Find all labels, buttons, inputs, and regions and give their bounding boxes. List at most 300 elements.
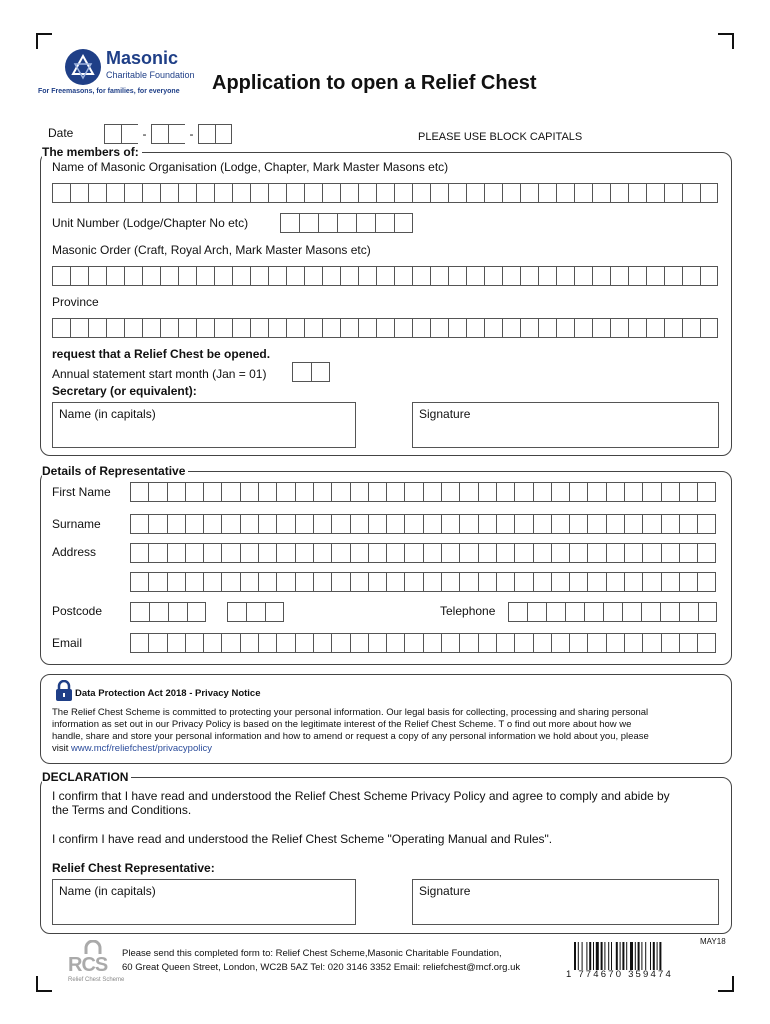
- char-box[interactable]: [313, 572, 331, 592]
- char-box[interactable]: [496, 514, 514, 534]
- char-box[interactable]: [466, 183, 484, 203]
- char-box[interactable]: [286, 183, 304, 203]
- char-box[interactable]: [664, 266, 682, 286]
- char-box[interactable]: [514, 572, 532, 592]
- char-box[interactable]: [459, 633, 477, 653]
- char-box[interactable]: [533, 482, 551, 502]
- char-box[interactable]: [551, 633, 569, 653]
- char-box[interactable]: [142, 183, 160, 203]
- char-box[interactable]: [661, 572, 679, 592]
- char-box[interactable]: [148, 572, 166, 592]
- char-box[interactable]: [642, 572, 660, 592]
- char-box[interactable]: [203, 482, 221, 502]
- char-box[interactable]: [538, 183, 556, 203]
- char-box[interactable]: [404, 572, 422, 592]
- char-box[interactable]: [178, 183, 196, 203]
- char-box[interactable]: [167, 633, 185, 653]
- char-box[interactable]: [520, 318, 538, 338]
- char-box[interactable]: [412, 183, 430, 203]
- char-box[interactable]: [124, 183, 142, 203]
- char-box[interactable]: [624, 482, 642, 502]
- char-box[interactable]: [52, 318, 70, 338]
- char-box[interactable]: [142, 318, 160, 338]
- char-box[interactable]: [304, 266, 322, 286]
- char-box[interactable]: [496, 543, 514, 563]
- char-box[interactable]: [502, 318, 520, 338]
- char-box[interactable]: [412, 318, 430, 338]
- char-box[interactable]: [459, 482, 477, 502]
- char-box[interactable]: [313, 482, 331, 502]
- char-box[interactable]: [459, 572, 477, 592]
- char-box[interactable]: [203, 514, 221, 534]
- char-box[interactable]: [441, 572, 459, 592]
- char-box[interactable]: [520, 183, 538, 203]
- char-box[interactable]: [268, 183, 286, 203]
- char-box[interactable]: [478, 633, 496, 653]
- char-box[interactable]: [404, 633, 422, 653]
- char-box[interactable]: [574, 266, 592, 286]
- char-box[interactable]: [459, 543, 477, 563]
- char-box[interactable]: [556, 318, 574, 338]
- char-box[interactable]: [106, 266, 124, 286]
- char-box[interactable]: [313, 514, 331, 534]
- char-box[interactable]: [587, 543, 605, 563]
- char-box[interactable]: [661, 514, 679, 534]
- char-box[interactable]: [304, 318, 322, 338]
- char-box[interactable]: [276, 543, 294, 563]
- char-box[interactable]: [258, 482, 276, 502]
- char-box[interactable]: [258, 514, 276, 534]
- char-box[interactable]: [149, 602, 168, 622]
- char-box[interactable]: [268, 266, 286, 286]
- char-box[interactable]: [304, 183, 322, 203]
- char-box[interactable]: [459, 514, 477, 534]
- char-box[interactable]: [240, 633, 258, 653]
- char-box[interactable]: [268, 318, 286, 338]
- char-box[interactable]: [628, 183, 646, 203]
- char-box[interactable]: [250, 183, 268, 203]
- char-box[interactable]: [520, 266, 538, 286]
- char-box[interactable]: [240, 514, 258, 534]
- char-box[interactable]: [358, 318, 376, 338]
- char-box[interactable]: [221, 514, 239, 534]
- char-box[interactable]: [160, 266, 178, 286]
- char-box[interactable]: [322, 266, 340, 286]
- char-box[interactable]: [484, 318, 502, 338]
- char-box[interactable]: [331, 482, 349, 502]
- char-box[interactable]: [660, 602, 679, 622]
- char-box[interactable]: [698, 602, 717, 622]
- char-box[interactable]: [196, 183, 214, 203]
- char-box[interactable]: [622, 602, 641, 622]
- char-box[interactable]: [679, 572, 697, 592]
- char-box[interactable]: [70, 318, 88, 338]
- char-box[interactable]: [148, 543, 166, 563]
- char-box[interactable]: [221, 543, 239, 563]
- char-box[interactable]: [178, 266, 196, 286]
- char-box[interactable]: [574, 318, 592, 338]
- char-box[interactable]: [203, 543, 221, 563]
- char-box[interactable]: [258, 543, 276, 563]
- char-box[interactable]: [661, 482, 679, 502]
- char-box[interactable]: [221, 482, 239, 502]
- email-input[interactable]: [130, 633, 716, 653]
- char-box[interactable]: [258, 633, 276, 653]
- char-box[interactable]: [214, 183, 232, 203]
- char-box[interactable]: [350, 572, 368, 592]
- char-box[interactable]: [569, 514, 587, 534]
- char-box[interactable]: [592, 183, 610, 203]
- char-box[interactable]: [697, 482, 715, 502]
- char-box[interactable]: [196, 318, 214, 338]
- char-box[interactable]: [376, 318, 394, 338]
- char-box[interactable]: [350, 514, 368, 534]
- char-box[interactable]: [185, 482, 203, 502]
- privacy-policy-link[interactable]: www.mcf/reliefchest/privacypolicy: [71, 743, 212, 754]
- char-box[interactable]: [232, 318, 250, 338]
- masonic-order-input[interactable]: [52, 266, 718, 286]
- char-box[interactable]: [697, 572, 715, 592]
- char-box[interactable]: [661, 633, 679, 653]
- char-box[interactable]: [295, 543, 313, 563]
- unit-number-input[interactable]: [280, 213, 413, 233]
- char-box[interactable]: [664, 183, 682, 203]
- char-box[interactable]: [610, 183, 628, 203]
- start-month-input[interactable]: [292, 362, 330, 382]
- char-box[interactable]: [185, 543, 203, 563]
- char-box[interactable]: [203, 572, 221, 592]
- char-box[interactable]: [167, 543, 185, 563]
- char-box[interactable]: [386, 514, 404, 534]
- char-box[interactable]: [441, 482, 459, 502]
- address-input-line-1[interactable]: [130, 543, 716, 563]
- char-box[interactable]: [168, 602, 187, 622]
- char-box[interactable]: [386, 633, 404, 653]
- char-box[interactable]: [299, 213, 318, 233]
- char-box[interactable]: [448, 183, 466, 203]
- char-box[interactable]: [502, 183, 520, 203]
- char-box[interactable]: [386, 543, 404, 563]
- address-input-line-2[interactable]: [130, 572, 716, 592]
- char-box[interactable]: [124, 266, 142, 286]
- char-box[interactable]: [295, 572, 313, 592]
- char-box[interactable]: [533, 572, 551, 592]
- char-box[interactable]: [356, 213, 375, 233]
- char-box[interactable]: [232, 183, 250, 203]
- char-box[interactable]: [441, 514, 459, 534]
- char-box[interactable]: [569, 543, 587, 563]
- char-box[interactable]: [587, 633, 605, 653]
- char-box[interactable]: [295, 482, 313, 502]
- char-box[interactable]: [331, 572, 349, 592]
- char-box[interactable]: [679, 482, 697, 502]
- char-box[interactable]: [167, 572, 185, 592]
- char-box[interactable]: [496, 633, 514, 653]
- char-box[interactable]: [340, 266, 358, 286]
- char-box[interactable]: [551, 543, 569, 563]
- secretary-signature-field[interactable]: [412, 402, 719, 448]
- char-box[interactable]: [538, 266, 556, 286]
- char-box[interactable]: [514, 633, 532, 653]
- char-box[interactable]: [412, 266, 430, 286]
- char-box[interactable]: [130, 514, 148, 534]
- char-box[interactable]: [587, 514, 605, 534]
- char-box[interactable]: [276, 482, 294, 502]
- char-box[interactable]: [70, 183, 88, 203]
- char-box[interactable]: [313, 633, 331, 653]
- char-box[interactable]: [148, 633, 166, 653]
- char-box[interactable]: [533, 543, 551, 563]
- char-box[interactable]: [697, 514, 715, 534]
- char-box[interactable]: [160, 318, 178, 338]
- char-box[interactable]: [160, 183, 178, 203]
- char-box[interactable]: [700, 183, 718, 203]
- char-box[interactable]: [697, 633, 715, 653]
- province-input[interactable]: [52, 318, 718, 338]
- char-box[interactable]: [641, 602, 660, 622]
- char-box[interactable]: [88, 183, 106, 203]
- char-box[interactable]: [430, 266, 448, 286]
- char-box[interactable]: [106, 318, 124, 338]
- char-box[interactable]: [496, 482, 514, 502]
- char-box[interactable]: [106, 183, 124, 203]
- char-box[interactable]: [556, 266, 574, 286]
- char-box[interactable]: [286, 318, 304, 338]
- char-box[interactable]: [430, 183, 448, 203]
- char-box[interactable]: [375, 213, 394, 233]
- char-box[interactable]: [358, 266, 376, 286]
- char-box[interactable]: [587, 572, 605, 592]
- char-box[interactable]: [203, 633, 221, 653]
- char-box[interactable]: [394, 183, 412, 203]
- char-box[interactable]: [376, 183, 394, 203]
- char-box[interactable]: [124, 318, 142, 338]
- char-box[interactable]: [448, 318, 466, 338]
- char-box[interactable]: [466, 266, 484, 286]
- char-box[interactable]: [185, 572, 203, 592]
- char-box[interactable]: [196, 266, 214, 286]
- char-box[interactable]: [700, 266, 718, 286]
- char-box[interactable]: [394, 266, 412, 286]
- char-box[interactable]: [313, 543, 331, 563]
- char-box[interactable]: [246, 602, 265, 622]
- char-box[interactable]: [514, 514, 532, 534]
- char-box[interactable]: [661, 543, 679, 563]
- char-box[interactable]: [368, 633, 386, 653]
- char-box[interactable]: [221, 572, 239, 592]
- char-box[interactable]: [569, 572, 587, 592]
- secretary-name-field[interactable]: [52, 402, 356, 448]
- char-box[interactable]: [538, 318, 556, 338]
- char-box[interactable]: [569, 482, 587, 502]
- char-box[interactable]: [337, 213, 356, 233]
- char-box[interactable]: [527, 602, 546, 622]
- char-box[interactable]: [624, 543, 642, 563]
- char-box[interactable]: [565, 602, 584, 622]
- char-box[interactable]: [606, 572, 624, 592]
- char-box[interactable]: [679, 633, 697, 653]
- char-box[interactable]: [250, 266, 268, 286]
- char-box[interactable]: [130, 633, 148, 653]
- char-box[interactable]: [178, 318, 196, 338]
- char-box[interactable]: [70, 266, 88, 286]
- surname-input[interactable]: [130, 514, 716, 534]
- char-box[interactable]: [642, 633, 660, 653]
- char-box[interactable]: [478, 572, 496, 592]
- char-box[interactable]: [52, 183, 70, 203]
- char-box[interactable]: [478, 482, 496, 502]
- char-box[interactable]: [148, 482, 166, 502]
- char-box[interactable]: [276, 514, 294, 534]
- char-box[interactable]: [496, 572, 514, 592]
- char-box[interactable]: [185, 514, 203, 534]
- char-box[interactable]: [606, 482, 624, 502]
- char-box[interactable]: [167, 514, 185, 534]
- char-box[interactable]: [508, 602, 527, 622]
- char-box[interactable]: [214, 266, 232, 286]
- char-box[interactable]: [386, 482, 404, 502]
- char-box[interactable]: [221, 633, 239, 653]
- char-box[interactable]: [340, 318, 358, 338]
- char-box[interactable]: [587, 482, 605, 502]
- char-box[interactable]: [697, 543, 715, 563]
- char-box[interactable]: [386, 572, 404, 592]
- postcode-input-part-2[interactable]: [227, 602, 284, 622]
- char-box[interactable]: [514, 543, 532, 563]
- char-box[interactable]: [404, 482, 422, 502]
- char-box[interactable]: [240, 572, 258, 592]
- char-box[interactable]: [240, 543, 258, 563]
- char-box[interactable]: [227, 602, 246, 622]
- char-box[interactable]: [404, 514, 422, 534]
- char-box[interactable]: [265, 602, 284, 622]
- char-box[interactable]: [286, 266, 304, 286]
- char-box[interactable]: [423, 514, 441, 534]
- char-box[interactable]: [404, 543, 422, 563]
- char-box[interactable]: [682, 266, 700, 286]
- char-box[interactable]: [130, 602, 149, 622]
- char-box[interactable]: [700, 318, 718, 338]
- char-box[interactable]: [682, 318, 700, 338]
- char-box[interactable]: [331, 633, 349, 653]
- char-box[interactable]: [394, 213, 413, 233]
- char-box[interactable]: [423, 543, 441, 563]
- char-box[interactable]: [569, 633, 587, 653]
- char-box[interactable]: [448, 266, 466, 286]
- char-box[interactable]: [331, 543, 349, 563]
- char-box[interactable]: [610, 318, 628, 338]
- char-box[interactable]: [533, 514, 551, 534]
- char-box[interactable]: [340, 183, 358, 203]
- char-box[interactable]: [167, 482, 185, 502]
- char-box[interactable]: [592, 318, 610, 338]
- first-name-input[interactable]: [130, 482, 716, 502]
- char-box[interactable]: [533, 633, 551, 653]
- char-box[interactable]: [679, 514, 697, 534]
- char-box[interactable]: [606, 543, 624, 563]
- char-box[interactable]: [368, 482, 386, 502]
- char-box[interactable]: [258, 572, 276, 592]
- char-box[interactable]: [551, 482, 569, 502]
- postcode-input-part-1[interactable]: [130, 602, 206, 622]
- char-box[interactable]: [642, 482, 660, 502]
- char-box[interactable]: [682, 183, 700, 203]
- char-box[interactable]: [185, 633, 203, 653]
- char-box[interactable]: [551, 514, 569, 534]
- char-box[interactable]: [679, 543, 697, 563]
- char-box[interactable]: [484, 266, 502, 286]
- char-box[interactable]: [142, 266, 160, 286]
- char-box[interactable]: [514, 482, 532, 502]
- char-box[interactable]: [642, 543, 660, 563]
- char-box[interactable]: [423, 572, 441, 592]
- char-box[interactable]: [606, 514, 624, 534]
- char-box[interactable]: [628, 266, 646, 286]
- char-box[interactable]: [679, 602, 698, 622]
- char-box[interactable]: [232, 266, 250, 286]
- char-box[interactable]: [592, 266, 610, 286]
- char-box[interactable]: [130, 543, 148, 563]
- char-box[interactable]: [187, 602, 206, 622]
- char-box[interactable]: [322, 318, 340, 338]
- char-box[interactable]: [368, 572, 386, 592]
- char-box[interactable]: [88, 318, 106, 338]
- char-box[interactable]: [430, 318, 448, 338]
- char-box[interactable]: [376, 266, 394, 286]
- char-box[interactable]: [502, 266, 520, 286]
- char-box[interactable]: [624, 633, 642, 653]
- char-box[interactable]: [276, 572, 294, 592]
- char-box[interactable]: [358, 183, 376, 203]
- char-box[interactable]: [441, 543, 459, 563]
- char-box[interactable]: [646, 266, 664, 286]
- char-box[interactable]: [368, 514, 386, 534]
- org-name-input[interactable]: [52, 183, 718, 203]
- char-box[interactable]: [350, 482, 368, 502]
- char-box[interactable]: [350, 543, 368, 563]
- char-box[interactable]: [276, 633, 294, 653]
- char-box[interactable]: [646, 318, 664, 338]
- char-box[interactable]: [466, 318, 484, 338]
- char-box[interactable]: [88, 266, 106, 286]
- telephone-input[interactable]: [508, 602, 717, 622]
- char-box[interactable]: [441, 633, 459, 653]
- char-box[interactable]: [603, 602, 622, 622]
- char-box[interactable]: [295, 633, 313, 653]
- char-box[interactable]: [295, 514, 313, 534]
- char-box[interactable]: [148, 514, 166, 534]
- char-box[interactable]: [240, 482, 258, 502]
- char-box[interactable]: [322, 183, 340, 203]
- char-box[interactable]: [551, 572, 569, 592]
- char-box[interactable]: [368, 543, 386, 563]
- char-box[interactable]: [624, 514, 642, 534]
- rep-signature-field[interactable]: [412, 879, 719, 925]
- rep-name-field[interactable]: [52, 879, 356, 925]
- char-box[interactable]: [628, 318, 646, 338]
- char-box[interactable]: [574, 183, 592, 203]
- char-box[interactable]: [610, 266, 628, 286]
- char-box[interactable]: [318, 213, 337, 233]
- char-box[interactable]: [331, 514, 349, 534]
- char-box[interactable]: [250, 318, 268, 338]
- char-box[interactable]: [484, 183, 502, 203]
- char-box[interactable]: [664, 318, 682, 338]
- char-box[interactable]: [624, 572, 642, 592]
- char-box[interactable]: [478, 514, 496, 534]
- char-box[interactable]: [546, 602, 565, 622]
- char-box[interactable]: [584, 602, 603, 622]
